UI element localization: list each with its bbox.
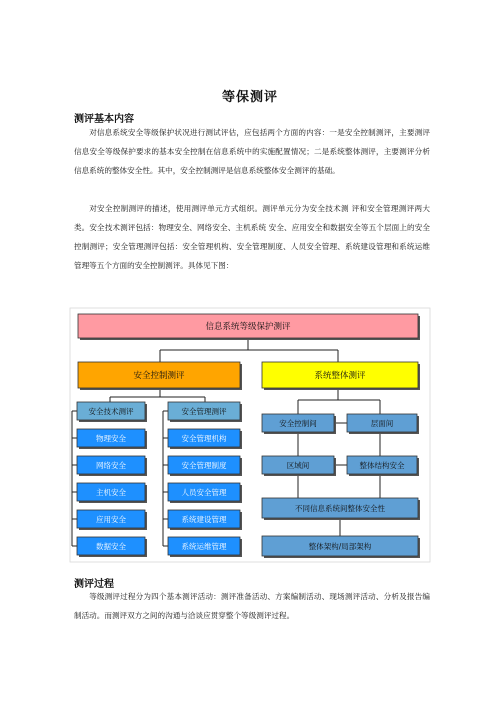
node-root xyxy=(78,314,420,340)
node-mgmt-item-2-label: 安全管理制度 xyxy=(181,461,227,470)
node-tech-item-1 xyxy=(77,429,147,449)
node-mgmt-evaluation-header-label: 安全管理测评 xyxy=(181,407,227,416)
paragraph-1: 对信息系统安全等级保护状况进行测试评估，应包括两个方面的内容：一是安全控制测评，主要测评信息安全等级保护要求的基本安全控制在信息系统中的实施配置情况；二是系统整体测评，主要测评分析信息系统的整体安全性。其中，安全控制测评是信息系统整体安全测评的基础。 xyxy=(74,128,430,175)
node-mgmt-item-1 xyxy=(168,429,242,449)
node-tech-evaluation-header-label: 安全技术测评 xyxy=(88,407,134,416)
node-between-areas-label: 区域间 xyxy=(286,461,310,470)
paragraph-2: 对安全控制测评的描述，使用测评单元方式组织。测评单元分为安全技术测 评和安全管理测评两大类。安全技术测评包括：物理安全、网络安全、主机系统 安全、应用安全和数据安全等五个层面上的安全控制测评；安全管理测评包括：安全管理机构、安全管理制度、人员安全管理、系统建设管理和系统运维管理等五个方面的安全控制测评。具体见下图： xyxy=(74,204,430,270)
node-overall-structure-security-label: 整体结构安全 xyxy=(359,461,405,470)
node-tech-item-3-label: 主机安全 xyxy=(96,488,126,497)
node-mgmt-evaluation-header xyxy=(168,402,242,422)
node-mgmt-item-3-label: 人员安全管理 xyxy=(181,488,227,497)
document-title: 等保测评 xyxy=(221,90,278,105)
section-heading-process: 测评过程 xyxy=(74,579,114,590)
node-overall-local-architecture xyxy=(262,536,420,558)
node-mgmt-item-5 xyxy=(168,537,242,557)
node-overall-local-architecture-label: 整体架构/局部架构 xyxy=(308,542,372,551)
node-tech-item-4 xyxy=(77,510,147,530)
node-mgmt-item-4-label: 系统建设管理 xyxy=(181,515,227,524)
node-cross-system-overall-security xyxy=(262,498,420,520)
node-security-control-evaluation xyxy=(78,362,242,390)
node-cross-system-overall-security-label: 不同信息系统间整体安全性 xyxy=(295,504,385,513)
node-between-areas xyxy=(262,456,336,476)
node-mgmt-item-2 xyxy=(168,456,242,476)
node-mgmt-item-1-label: 安全管理机构 xyxy=(181,434,227,443)
node-tech-item-4-label: 应用安全 xyxy=(96,515,126,524)
node-system-overall-evaluation-label: 系统整体测评 xyxy=(314,371,366,381)
node-between-controls-label: 安全控制间 xyxy=(279,419,317,428)
node-system-overall-evaluation xyxy=(262,362,420,390)
node-tech-evaluation-header xyxy=(77,402,147,422)
node-between-controls xyxy=(262,414,336,434)
node-tech-item-5-label: 数据安全 xyxy=(96,542,126,551)
node-tech-item-1-label: 物理安全 xyxy=(96,434,126,443)
diagram-nodes xyxy=(77,314,420,558)
node-tech-item-2 xyxy=(77,456,147,476)
node-overall-structure-security xyxy=(347,456,419,476)
section-heading-basic-content: 测评基本内容 xyxy=(74,114,134,125)
node-root-label: 信息系统等级保护测评 xyxy=(205,322,291,332)
node-between-layers xyxy=(347,414,419,434)
node-between-layers-label: 层面间 xyxy=(370,419,394,428)
node-tech-item-3 xyxy=(77,483,147,503)
node-security-control-evaluation-label: 安全控制测评 xyxy=(133,371,185,381)
node-mgmt-item-4 xyxy=(168,510,242,530)
paragraph-3: 等级测评过程分为四个基本测评活动：测评准备活动、方案编制活动、现场测评活动、分析及报告编制活动。而测评双方之间的沟通与洽谈应贯穿整个等级测评过程。 xyxy=(74,592,430,620)
node-tech-item-5 xyxy=(77,537,147,557)
node-tech-item-2-label: 网络安全 xyxy=(96,461,126,470)
node-mgmt-item-3 xyxy=(168,483,242,503)
node-mgmt-item-5-label: 系统运维管理 xyxy=(181,542,227,551)
